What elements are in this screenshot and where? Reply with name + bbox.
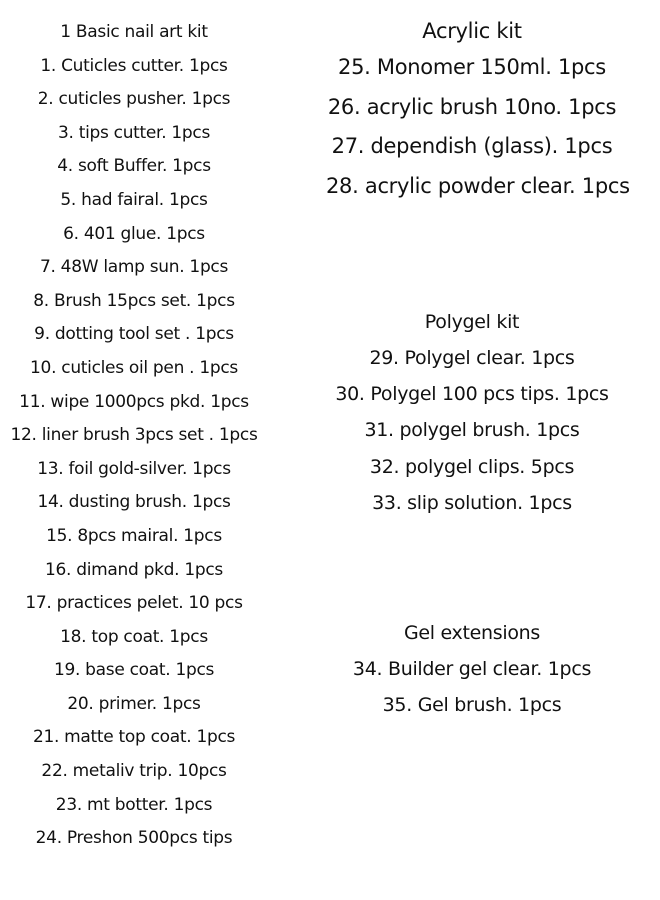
list-item: 9. dotting tool set . 1pcs (34, 324, 234, 345)
list-item: 8. Brush 15pcs set. 1pcs (33, 290, 235, 311)
list-item: 1. Cuticles cutter. 1pcs (40, 55, 228, 76)
list-item: 13. foil gold-silver. 1pcs (37, 458, 231, 479)
list-item: 16. dimand pkd. 1pcs (45, 559, 223, 580)
list-item: 23. mt botter. 1pcs (55, 794, 213, 815)
list-item: 35. Gel brush. 1pcs (382, 694, 562, 717)
list-item: 17. practices pelet. 10 pcs (25, 593, 243, 614)
list-item: 27. dependish (glass). 1pcs (331, 134, 613, 158)
list-item: 6. 401 glue. 1pcs (63, 223, 205, 244)
kits-column (326, 0, 630, 723)
list-item: 14. dusting brush. 1pcs (37, 492, 231, 513)
polygel-kit-title: Polygel kit (424, 311, 520, 333)
list-item: 31. polygel brush. 1pcs (364, 419, 580, 442)
list-item: 4. soft Buffer. 1pcs (57, 156, 211, 177)
acrylic-kit-title: Acrylic kit (422, 19, 522, 43)
basic-kit-column (0, 0, 268, 856)
list-item: 7. 48W lamp sun. 1pcs (39, 257, 229, 278)
list-item: 32. polygel clips. 5pcs (369, 455, 575, 478)
list-item: 26. acrylic brush 10no. 1pcs (327, 94, 617, 119)
list-item: 11. wipe 1000pcs pkd. 1pcs (19, 391, 249, 412)
list-item: 24. Preshon 500pcs tips (35, 828, 233, 849)
list-item: 18. top coat. 1pcs (60, 626, 208, 647)
basic-kit-title: 1 Basic nail art kit (60, 22, 208, 42)
list-item: 28. acrylic powder clear. 1pcs (326, 173, 630, 198)
list-item: 12. liner brush 3pcs set . 1pcs (10, 425, 258, 446)
list-item: 29. Polygel clear. 1pcs (369, 347, 575, 369)
gel-extensions-title: Gel extensions (403, 621, 541, 644)
list-item: 34. Builder gel clear. 1pcs (352, 657, 592, 680)
list-item: 30. Polygel 100 pcs tips. 1pcs (335, 383, 609, 406)
list-item: 15. 8pcs mairal. 1pcs (46, 525, 222, 546)
list-item: 2. cuticles pusher. 1pcs (37, 89, 231, 110)
list-item: 10. cuticles oil pen . 1pcs (30, 357, 238, 378)
list-item: 3. tips cutter. 1pcs (57, 122, 211, 143)
list-item: 5. had fairal. 1pcs (60, 189, 208, 210)
list-item: 33. slip solution. 1pcs (372, 491, 572, 514)
list-item: 19. base coat. 1pcs (53, 660, 215, 681)
list-item: 20. primer. 1pcs (67, 693, 201, 714)
list-item: 25. Monomer 150ml. 1pcs (338, 55, 606, 79)
list-item: 21. matte top coat. 1pcs (32, 727, 236, 748)
list-item: 22. metaliv trip. 10pcs (41, 761, 227, 782)
